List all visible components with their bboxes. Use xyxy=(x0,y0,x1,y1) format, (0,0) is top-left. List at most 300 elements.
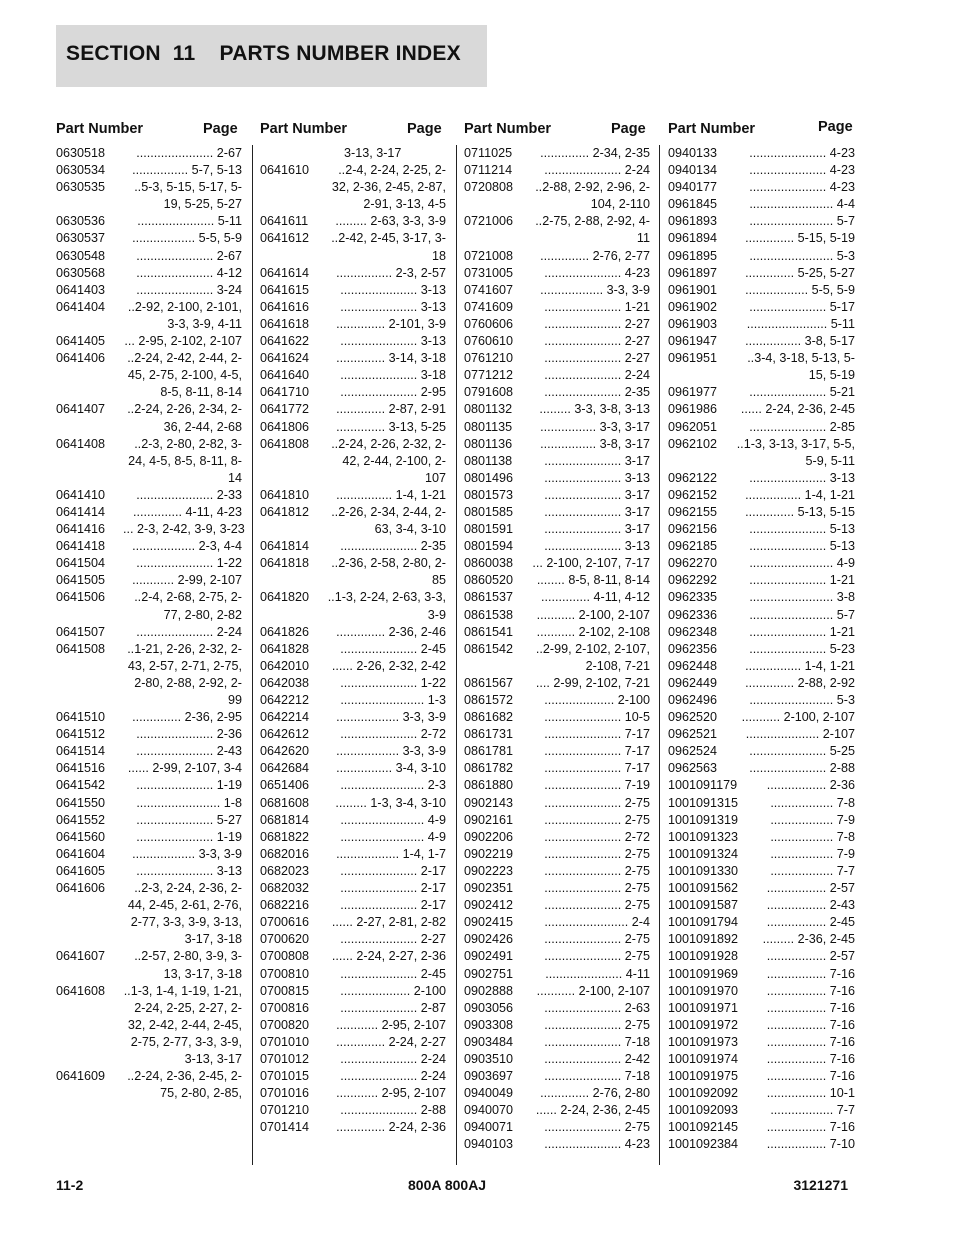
part-number: 0961845 xyxy=(668,197,718,212)
dot-leader: .. xyxy=(331,436,339,451)
page-ref: ........................ 4-4 xyxy=(749,197,855,212)
page-ref: ..1-3, 1-4, 1-19, 1-21, 2-24, 2-25, 2-27, 2-32, 2-42, 2-44, 2-45, 2-75, 2-77, 3-3, 3-9, 3-13, 3-17 xyxy=(123,983,242,1066)
page-ref: ...................... 2-63 xyxy=(544,1000,650,1015)
page-ref: ........................ 1-8 xyxy=(136,795,242,810)
page-ref: .................. 7-7 xyxy=(770,863,855,878)
index-entry xyxy=(260,1051,446,1068)
index-entry xyxy=(668,983,855,1000)
dot-leader: .................. xyxy=(770,829,837,844)
page-ref: ........................ 4-9 xyxy=(340,812,446,827)
page-ref: ...................... 2-88 xyxy=(340,1103,446,1118)
dot-leader: ...................... xyxy=(544,727,625,742)
index-entry xyxy=(668,350,855,384)
index-entry xyxy=(464,1051,650,1068)
index-entry xyxy=(260,487,446,504)
dot-leader: ........... xyxy=(741,710,784,725)
dot-leader: .............. xyxy=(745,504,798,519)
page-ref: ................. 2-43 xyxy=(766,898,855,913)
page-ref: ...................... 2-87 xyxy=(340,1000,446,1015)
index-entry xyxy=(56,846,242,863)
dot-leader: .. xyxy=(134,436,142,451)
page-ref: .............. 4-11, 4-12 xyxy=(541,590,650,605)
dot-leader: .. xyxy=(736,436,744,451)
index-entry xyxy=(668,384,855,401)
index-entry xyxy=(56,983,242,1068)
part-number: 0861781 xyxy=(464,744,514,759)
page-ref: .............. 5-15, 5-19 xyxy=(745,231,855,246)
index-entry xyxy=(464,555,650,572)
index-entry xyxy=(668,931,855,948)
index-entry xyxy=(260,504,446,538)
index-entry xyxy=(668,1017,855,1034)
dot-leader: .. xyxy=(535,641,543,656)
page-ref: ........... 2-102, 2-108 xyxy=(536,624,650,639)
part-number: 0630536 xyxy=(56,214,106,229)
index-entry xyxy=(260,914,446,931)
dot-leader: ...................... xyxy=(544,1051,625,1066)
footer-page-number: 11-2 xyxy=(56,1177,84,1193)
dot-leader: ...................... xyxy=(340,675,421,690)
dot-leader: ........................ xyxy=(340,693,428,707)
part-number: 1001091971 xyxy=(668,1000,739,1015)
dot-leader: ...................... xyxy=(544,863,625,878)
dot-leader: ................ xyxy=(336,761,396,776)
index-entry xyxy=(260,760,446,777)
index-entry xyxy=(464,145,650,162)
dot-leader: ........... xyxy=(536,983,579,998)
dot-leader: ................. xyxy=(766,915,830,930)
part-number: 0630534 xyxy=(56,163,106,178)
index-entry xyxy=(464,504,650,521)
page-ref: .... 2-99, 2-102, 7-21 xyxy=(535,675,650,690)
dot-leader: ...................... xyxy=(749,180,830,195)
page-ref: ..2-3, 2-80, 2-82, 3-24, 4-5, 8-5, 8-11, 8-14 xyxy=(128,436,242,485)
dot-leader: .............. xyxy=(540,248,593,263)
part-number: 0700808 xyxy=(260,949,310,964)
index-entry xyxy=(668,282,855,299)
dot-leader: .................. xyxy=(132,846,199,861)
part-number: 0801573 xyxy=(464,487,514,502)
dot-leader: ...................... xyxy=(749,419,830,434)
index-entry xyxy=(668,179,855,196)
index-entry xyxy=(668,658,855,675)
dot-leader: ................ xyxy=(745,334,805,349)
index-entry xyxy=(668,1051,855,1068)
index-entry xyxy=(668,829,855,846)
part-number: 0741607 xyxy=(464,282,514,297)
dot-leader: ...................... xyxy=(544,829,625,844)
part-number: 1001091319 xyxy=(668,812,739,827)
page-ref: ................ 3-3, 3-17 xyxy=(540,419,650,434)
page-ref: ......... 3-3, 3-8, 3-13 xyxy=(539,402,650,417)
dot-leader: ................. xyxy=(766,898,830,913)
page-ref: .................... 2-100 xyxy=(340,983,446,998)
part-number: 1001091324 xyxy=(668,846,739,861)
index-entry xyxy=(668,624,855,641)
part-number: 0641507 xyxy=(56,624,106,639)
part-number: 0642612 xyxy=(260,727,310,742)
part-number: 0902751 xyxy=(464,966,514,981)
part-number: 0641407 xyxy=(56,402,106,417)
page-ref: ...................... 3-17 xyxy=(544,453,650,468)
part-number: 0682016 xyxy=(260,846,310,861)
index-entry xyxy=(260,1034,446,1051)
dot-leader: ................ xyxy=(132,163,192,178)
index-entry xyxy=(464,624,650,641)
part-number: 0641542 xyxy=(56,778,106,793)
part-number: 0682023 xyxy=(260,863,310,878)
dot-leader: .............. xyxy=(336,1034,389,1049)
dot-leader: .................. xyxy=(336,710,403,725)
page-ref: ...................... 3-17 xyxy=(544,487,650,502)
dot-leader: ...................... xyxy=(340,299,421,314)
index-entry xyxy=(260,419,446,436)
index-entry xyxy=(464,863,650,880)
dot-leader: ................ xyxy=(540,436,600,451)
index-entry xyxy=(464,914,650,931)
index-entry xyxy=(56,743,242,760)
index-entry xyxy=(464,401,650,418)
part-number-header: Part Number xyxy=(260,121,348,137)
page-header: Page xyxy=(818,119,853,135)
index-entry xyxy=(668,555,855,572)
part-number: 0641806 xyxy=(260,419,310,434)
index-entry xyxy=(464,179,650,213)
page-ref: ..2-36, 2-58, 2-80, 2-85 xyxy=(331,556,446,588)
part-number: 0801132 xyxy=(464,402,513,417)
index-entry xyxy=(668,641,855,658)
part-number: 1001091974 xyxy=(668,1051,739,1066)
index-column-2 xyxy=(260,119,446,1136)
page-ref: ...................... 2-75 xyxy=(544,846,650,861)
index-entry xyxy=(56,487,242,504)
index-entry xyxy=(464,607,650,624)
page-ref: ...................... 2-85 xyxy=(749,419,855,434)
page-ref: .............. 2-101, 3-9 xyxy=(336,316,446,331)
part-number: 0641624 xyxy=(260,351,310,366)
dot-leader: ....................... xyxy=(746,316,831,331)
index-entry xyxy=(56,248,242,265)
dot-leader: ...................... xyxy=(544,265,625,280)
page-ref: ...................... 2-27 xyxy=(544,351,650,366)
page-ref: .............. 2-76, 2-77 xyxy=(540,248,650,263)
index-entry xyxy=(56,265,242,282)
dot-leader: ...................... xyxy=(544,1120,625,1135)
page-ref: ...................... 1-22 xyxy=(340,675,446,690)
index-entry xyxy=(464,709,650,726)
dot-leader: ...................... xyxy=(749,299,830,314)
index-entry xyxy=(668,948,855,965)
part-number: 0940133 xyxy=(668,146,718,160)
index-entry xyxy=(56,282,242,299)
index-entry xyxy=(260,675,446,692)
dot-leader: ...................... xyxy=(545,966,626,981)
dot-leader: .. xyxy=(331,504,339,519)
part-number: 0641508 xyxy=(56,641,106,656)
dot-leader: .............. xyxy=(336,1120,389,1135)
dot-leader: .............. xyxy=(336,316,389,331)
index-entry xyxy=(56,299,242,333)
page-ref: ...................... 2-36 xyxy=(136,727,242,742)
dot-leader: .................. xyxy=(770,846,837,861)
page-ref: ...................... 2-24 xyxy=(544,163,650,178)
dot-leader: ...................... xyxy=(544,812,625,827)
dot-leader: ...................... xyxy=(544,487,625,502)
index-entry xyxy=(464,453,650,470)
index-entry xyxy=(668,1119,855,1136)
footer-doc-number: 3121271 xyxy=(793,1177,848,1193)
page-ref: ...................... 3-13 xyxy=(136,863,242,878)
index-entry xyxy=(56,555,242,572)
part-number: 0651406 xyxy=(260,778,310,793)
part-number: 1001091975 xyxy=(668,1069,739,1084)
page-ref: ...................... 5-23 xyxy=(749,641,855,656)
index-entry xyxy=(260,1119,446,1136)
page-ref: ..2-3, 2-24, 2-36, 2-44, 2-45, 2-61, 2-76, 2-77, 3-3, 3-9, 3-13, 3-17, 3-18 xyxy=(127,881,242,947)
column-header xyxy=(260,119,446,145)
index-entry xyxy=(668,966,855,983)
index-entry xyxy=(260,1085,446,1102)
part-number: 0962449 xyxy=(668,675,718,690)
part-number: 0720808 xyxy=(464,180,514,195)
dot-leader: .. xyxy=(535,214,543,229)
index-column-1 xyxy=(56,119,245,1102)
index-entry xyxy=(260,333,446,350)
part-number: 0801591 xyxy=(464,522,514,537)
page-ref: ................ 2-3, 2-57 xyxy=(336,265,446,280)
part-number: 0642212 xyxy=(260,693,310,707)
index-entry xyxy=(464,265,650,282)
part-number: 0962152 xyxy=(668,487,718,502)
index-entry xyxy=(56,572,242,589)
part-number: 0641812 xyxy=(260,504,310,519)
part-number: 0641608 xyxy=(56,983,106,998)
page-header: Page xyxy=(203,121,238,137)
dot-leader: .. xyxy=(331,231,339,246)
index-entry xyxy=(668,538,855,555)
page-ref: ............ 2-95, 2-107 xyxy=(336,1086,446,1101)
page-ref: .............. 2-76, 2-80 xyxy=(540,1086,650,1101)
dot-leader: ........................ xyxy=(136,795,224,810)
dot-leader: ...................... xyxy=(340,1069,421,1084)
part-number: 0641710 xyxy=(260,385,310,400)
page-ref: ................. 2-57 xyxy=(766,949,855,964)
part-number: 0642010 xyxy=(260,658,310,673)
part-number: 0641560 xyxy=(56,829,106,844)
index-entry xyxy=(56,230,242,247)
dot-leader: ...................... xyxy=(544,522,625,537)
page-ref: ..2-57, 2-80, 3-9, 3-13, 3-17, 3-18 xyxy=(134,949,242,981)
index-entry xyxy=(464,795,650,812)
dot-leader: ...................... xyxy=(749,624,830,639)
page-ref: ..2-24, 2-26, 2-32, 2-42, 2-44, 2-100, 2-107 xyxy=(331,436,446,485)
index-entry xyxy=(260,743,446,760)
index-entry xyxy=(464,162,650,179)
index-entry xyxy=(260,966,446,983)
column-header xyxy=(464,119,650,145)
part-number: 0700820 xyxy=(260,1017,310,1032)
page-ref: ......... 2-63, 3-3, 3-9 xyxy=(335,214,446,229)
dot-leader: .. xyxy=(127,351,135,366)
dot-leader: ...................... xyxy=(749,744,830,759)
page-ref: ...................... 1-21 xyxy=(749,573,855,588)
index-entry xyxy=(668,914,855,931)
index-entry xyxy=(56,795,242,812)
part-number: 0902143 xyxy=(464,795,514,810)
index-entry xyxy=(668,863,855,880)
dot-leader: .................... xyxy=(340,983,414,998)
page-ref: ...................... 7-18 xyxy=(544,1069,650,1084)
index-entry xyxy=(668,299,855,316)
page-ref: ..2-24, 2-26, 2-34, 2-36, 2-44, 2-68 xyxy=(127,402,242,434)
part-number: 0641510 xyxy=(56,710,106,725)
page-ref: ........................ 5-3 xyxy=(749,693,855,707)
index-entry xyxy=(464,1102,650,1119)
part-number: 0940071 xyxy=(464,1120,514,1135)
index-entry xyxy=(668,1102,855,1119)
part-number: 0701015 xyxy=(260,1069,310,1084)
page-ref: ...................... 2-67 xyxy=(136,248,242,263)
dot-leader: ................ xyxy=(745,658,805,673)
part-number: 0641615 xyxy=(260,282,310,297)
dot-leader: .................. xyxy=(770,863,837,878)
part-number: 0641828 xyxy=(260,641,310,656)
part-number: 0903308 xyxy=(464,1017,514,1032)
page-ref: ................. 10-1 xyxy=(766,1086,855,1101)
part-number: 0701016 xyxy=(260,1086,310,1101)
dot-leader: ...................... xyxy=(136,744,217,759)
entry-list xyxy=(260,145,446,1136)
page-ref: ...................... 2-75 xyxy=(544,1017,650,1032)
page-ref: ................ 1-4, 1-21 xyxy=(336,487,446,502)
dot-leader: ...................... xyxy=(544,1069,625,1084)
part-number-header: Part Number xyxy=(668,121,756,137)
index-entry xyxy=(668,880,855,897)
page-ref: ..2-4, 2-24, 2-25, 2-32, 2-36, 2-45, 2-87, 2-91, 3-13, 4-5 xyxy=(331,163,446,212)
dot-leader: ................ xyxy=(336,265,396,280)
part-number: 0962292 xyxy=(668,573,718,588)
index-entry xyxy=(260,589,446,623)
dot-leader: .. xyxy=(327,590,335,605)
part-number-header: Part Number xyxy=(56,121,144,137)
page-ref: ...................... 2-72 xyxy=(340,727,446,742)
page-ref: ...................... 2-24 xyxy=(340,1051,446,1066)
part-number: 0903697 xyxy=(464,1069,514,1084)
dot-leader: ................. xyxy=(766,1034,830,1049)
dot-leader: ...................... xyxy=(544,778,625,793)
page-ref: ..2-26, 2-34, 2-44, 2-63, 3-4, 3-10 xyxy=(331,504,446,537)
page-ref: ......... 1-3, 3-4, 3-10 xyxy=(335,795,446,810)
part-number: 0701210 xyxy=(260,1103,310,1118)
dot-leader: .............. xyxy=(133,504,186,519)
part-number: 0962336 xyxy=(668,607,718,622)
dot-leader: .............. xyxy=(336,351,389,366)
index-entry xyxy=(260,1017,446,1034)
part-number: 0961986 xyxy=(668,402,718,417)
part-number: 0861537 xyxy=(464,590,514,605)
dot-leader: ........... xyxy=(536,607,579,622)
index-entry xyxy=(668,316,855,333)
dot-leader: ...................... xyxy=(340,641,421,656)
index-entry xyxy=(260,709,446,726)
index-entry xyxy=(668,1068,855,1085)
page-ref: ................ 1-4, 1-21 xyxy=(745,487,855,502)
part-number: 0681822 xyxy=(260,829,310,844)
index-entry xyxy=(56,436,242,487)
part-number: 0940103 xyxy=(464,1137,514,1152)
page-ref: ...................... 3-13 xyxy=(544,539,650,554)
part-number: 0641826 xyxy=(260,624,310,639)
part-number: 1001091794 xyxy=(668,915,739,930)
part-number: 0681814 xyxy=(260,812,310,827)
dot-leader: ................. xyxy=(766,1017,830,1032)
page-ref: ...... 2-27, 2-81, 2-82 xyxy=(331,915,446,930)
dot-leader: ...................... xyxy=(340,539,421,554)
part-number: 0700815 xyxy=(260,983,310,998)
dot-leader: ...................... xyxy=(136,727,217,742)
dot-leader: .............. xyxy=(745,231,798,246)
page-ref: ...................... 4-11 xyxy=(545,966,650,981)
part-number: 0861572 xyxy=(464,693,514,707)
dot-leader: ...................... xyxy=(544,453,625,468)
index-entry xyxy=(56,589,242,623)
index-entry xyxy=(464,1017,650,1034)
page-ref: .............. 2-24, 2-36 xyxy=(336,1120,446,1135)
index-entry xyxy=(668,726,855,743)
page-ref: ...................... 7-17 xyxy=(544,744,650,759)
dot-leader: ........................ xyxy=(340,812,428,827)
part-number: 0771212 xyxy=(464,368,514,383)
page-ref: ................ 3-4, 3-10 xyxy=(336,761,446,776)
dot-leader: .................. xyxy=(770,812,837,827)
index-entry xyxy=(668,777,855,794)
index-entry xyxy=(260,316,446,333)
part-number: 0642038 xyxy=(260,675,310,690)
part-number: 0700620 xyxy=(260,932,310,947)
index-entry xyxy=(464,589,650,606)
index-entry xyxy=(464,1136,650,1153)
page-ref: ...................... 2-72 xyxy=(544,829,650,844)
part-number: 0741609 xyxy=(464,299,514,314)
index-entry xyxy=(464,966,650,983)
part-number: 0641772 xyxy=(260,402,310,417)
index-entry xyxy=(464,777,650,794)
part-number: 0962520 xyxy=(668,710,718,725)
page-ref: ...................... 10-5 xyxy=(544,710,650,725)
part-number: 0641550 xyxy=(56,795,106,810)
index-entry xyxy=(260,367,446,384)
part-number: 0801585 xyxy=(464,504,514,519)
part-number: 0961897 xyxy=(668,265,718,280)
page-ref: ...................... 2-75 xyxy=(544,898,650,913)
page-ref: ...................... 3-17 xyxy=(544,504,650,519)
part-number: 0940134 xyxy=(668,163,718,178)
dot-leader: ................. xyxy=(766,778,830,793)
part-number: 0902888 xyxy=(464,983,514,998)
index-entry xyxy=(260,812,446,829)
index-entry xyxy=(56,179,242,213)
page-ref: ...................... 4-12 xyxy=(136,265,242,280)
part-number: 0791608 xyxy=(464,385,514,400)
part-number: 0801136 xyxy=(464,436,513,451)
page-ref: ..2-24, 2-36, 2-45, 2-75, 2-80, 2-85, xyxy=(127,1069,242,1101)
index-entry xyxy=(668,419,855,436)
index-entry xyxy=(464,743,650,760)
dot-leader: .................. xyxy=(132,231,199,246)
part-number: 0962185 xyxy=(668,539,718,554)
dot-leader: ...................... xyxy=(544,1137,625,1152)
dot-leader: ...................... xyxy=(136,624,217,639)
